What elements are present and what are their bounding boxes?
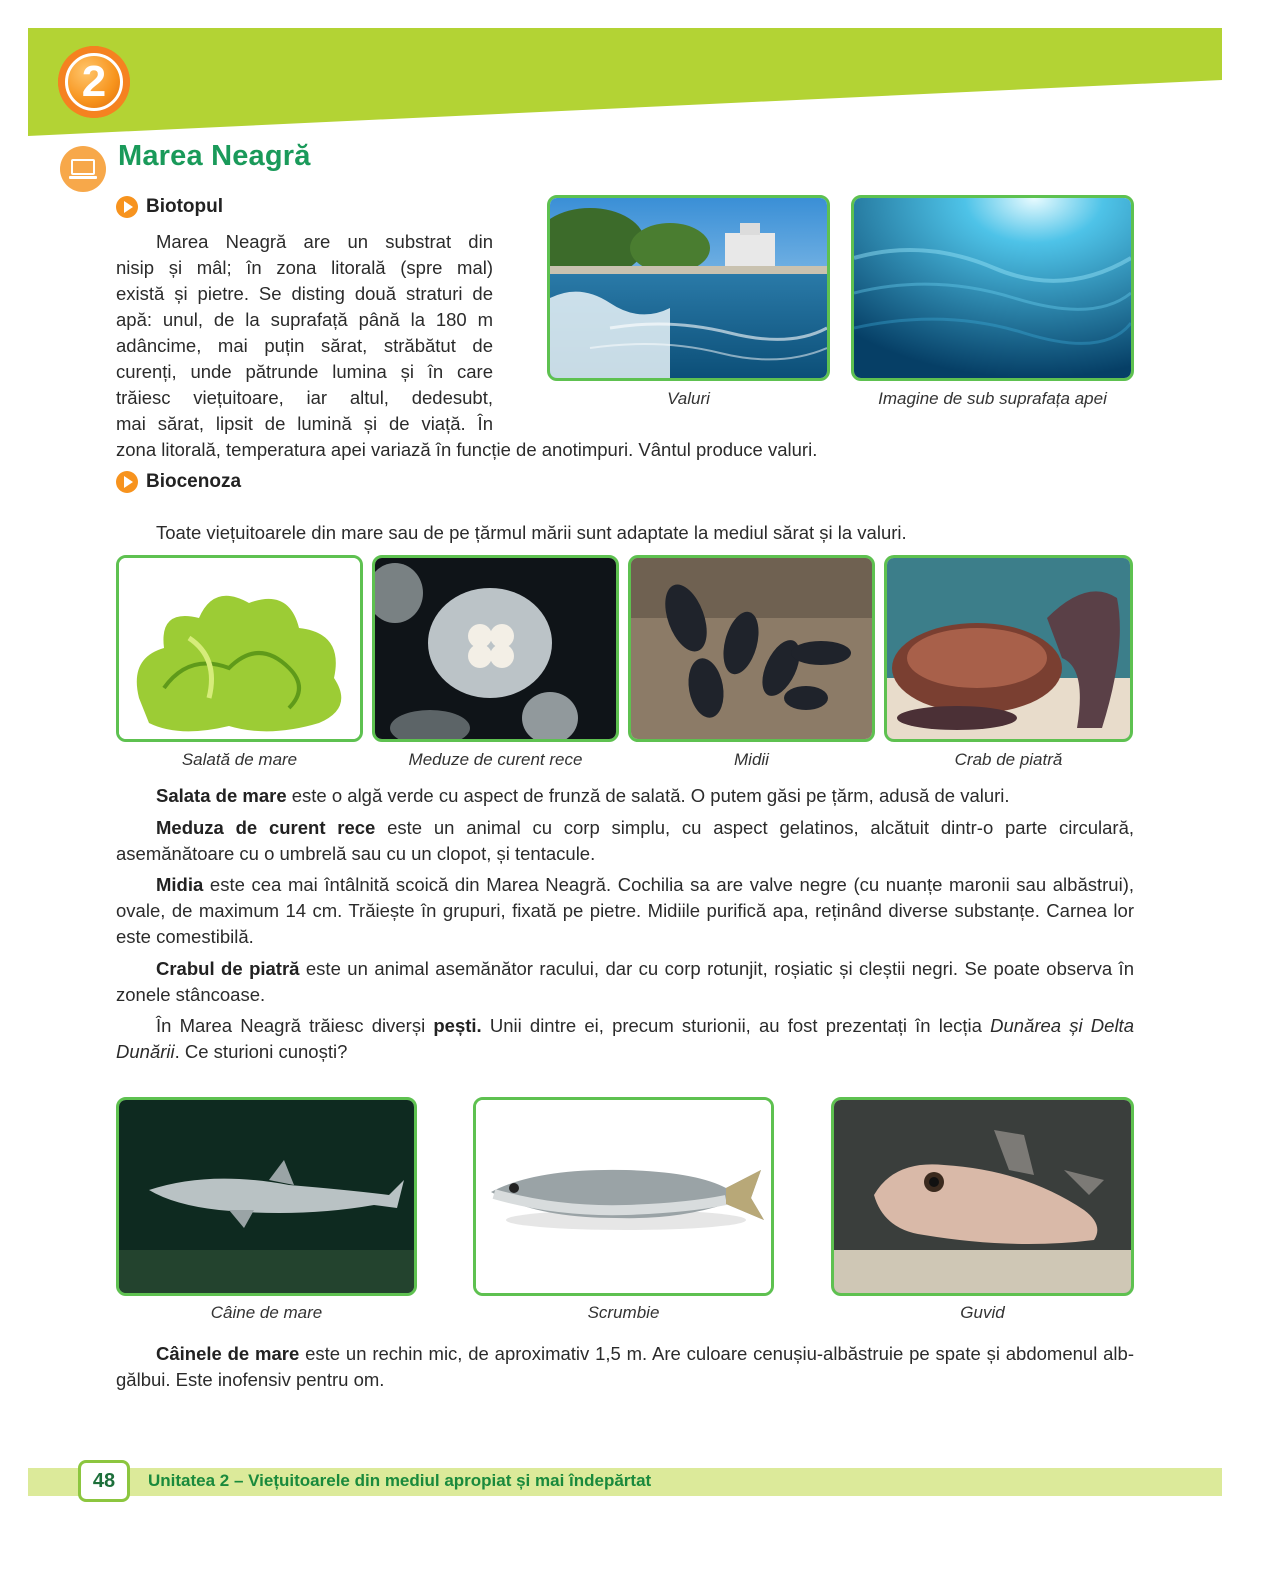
mussel-paragraph (116, 872, 1134, 950)
sea-lettuce-paragraph (116, 783, 1134, 809)
monitor-icon[interactable] (60, 146, 106, 192)
term: Crabul de piatră (156, 958, 300, 979)
photo-caption: Guvid (960, 1303, 1005, 1322)
text-line: există și pietre. Se disting două straturi de (116, 283, 493, 304)
footer-unit-title: Unitatea 2 – Viețuitoarele din mediul apropiat și mai îndepărtat (148, 1471, 652, 1490)
text-line: apă: unul, de la suprafață până la 180 m (116, 309, 493, 330)
biocenosis-intro: Toate viețuitoarele din mare sau de pe țărmul mării sunt adaptate la mediul sărat și la valuri. (156, 522, 907, 543)
text-line: trăiesc viețuitoare, iar altul, dedesubt, (116, 387, 493, 408)
biotope-text (116, 229, 493, 437)
text-run: În Marea Neagră trăiesc diverși (156, 1015, 434, 1036)
crab-paragraph (116, 956, 1134, 1008)
play-bullet-icon (116, 196, 138, 218)
lesson-number-badge (58, 46, 130, 118)
biocenosis-heading (116, 471, 241, 493)
definition: este un rechin mic, de aproximativ 1,5 m. Are culoare cenușiu-albăstruie pe spate și abdomenul alb-gălbui. Este inofensiv pentru om. (116, 1343, 1134, 1390)
term: pești. (433, 1015, 482, 1036)
fish-paragraph (116, 1013, 1134, 1065)
biocenosis-heading-label: Biocenoza (146, 471, 242, 492)
text-line: mai sărat, lipsit de lumină și de viață. În (116, 413, 493, 434)
photo-caption: Câine de mare (210, 1303, 323, 1322)
photo-caption: Imagine de sub suprafața apei (878, 389, 1107, 408)
text-line: Marea Neagră are un substrat din (156, 231, 493, 252)
lesson-number: 2 (81, 57, 107, 106)
rock-crab-photo (884, 555, 1133, 742)
dogfish-paragraph (116, 1341, 1134, 1393)
mussels-photo (628, 555, 875, 742)
term: Midia (156, 874, 204, 895)
definition: este o algă verde cu aspect de frunză de salată. O putem găsi pe țărm, adusă de valuri. (286, 785, 1010, 806)
photo-caption: Valuri (667, 389, 710, 408)
underwater-photo (851, 195, 1134, 381)
photo-caption: Scrumbie (587, 1303, 660, 1322)
photo-caption: Meduze de curent rece (408, 750, 583, 769)
page-number: 48 (78, 1460, 130, 1502)
definition: este un animal cu corp simplu, cu aspect gelatinos, alcătuit dintr-o parte circulară, asemănătoare cu o umbrelă sau cu un clopot, și tentacule. (116, 817, 1135, 864)
biotope-text-end: zona litorală, temperatura apei variază în funcție de anotimpuri. Vântul produce valuri. (116, 439, 818, 460)
play-bullet-icon (116, 471, 138, 493)
jellyfish-paragraph (116, 815, 1134, 867)
text-line: curenți, unde pătrunde lumina și în care (116, 361, 493, 382)
page-title: Marea Neagră (118, 140, 311, 172)
photo-caption: Crab de piatră (954, 750, 1063, 769)
biotope-heading-label: Biotopul (146, 196, 224, 217)
text-run: Unii dintre ei, precum sturionii, au fost prezentați în lecția (481, 1015, 991, 1036)
term: Câinele de mare (156, 1343, 300, 1364)
definition: este cea mai întâlnită scoică din Marea Neagră. Cochilia sa are valve negre (cu nuanțe maronii sau albăstrui), ovale, de maximum 14 cm. Trăiește în grupuri, fixată pe pietre. Midiile purifică apa, reținând diverse substanțe. Carnea lor este comestibilă. (116, 874, 1134, 947)
lesson-reference: Dunărea și Delta Dunării (116, 1015, 1134, 1062)
text-line: nisip și mâl; în zona litorală (spre mal) (116, 257, 493, 278)
term: Meduza de curent rece (156, 817, 376, 838)
mackerel-photo (473, 1097, 774, 1296)
header-band (28, 28, 1222, 140)
goby-photo (831, 1097, 1134, 1296)
jellyfish-photo (372, 555, 619, 742)
photo-caption: Salată de mare (181, 750, 298, 769)
text-run: . Ce sturioni cunoști? (174, 1041, 348, 1062)
waves-photo (547, 195, 830, 381)
biotope-heading (116, 196, 223, 218)
term: Salata de mare (156, 785, 287, 806)
sea-lettuce-photo (116, 555, 363, 742)
dogfish-photo (116, 1097, 417, 1296)
text-line: adâncime, mai puțin sărat, străbătut de (116, 335, 493, 356)
definition: este un animal asemănător racului, dar cu corp rotunjit, roșiatic și cleștii negri. Se poate observa în zonele stâncoase. (116, 958, 1134, 1005)
photo-caption: Midii (734, 750, 769, 769)
